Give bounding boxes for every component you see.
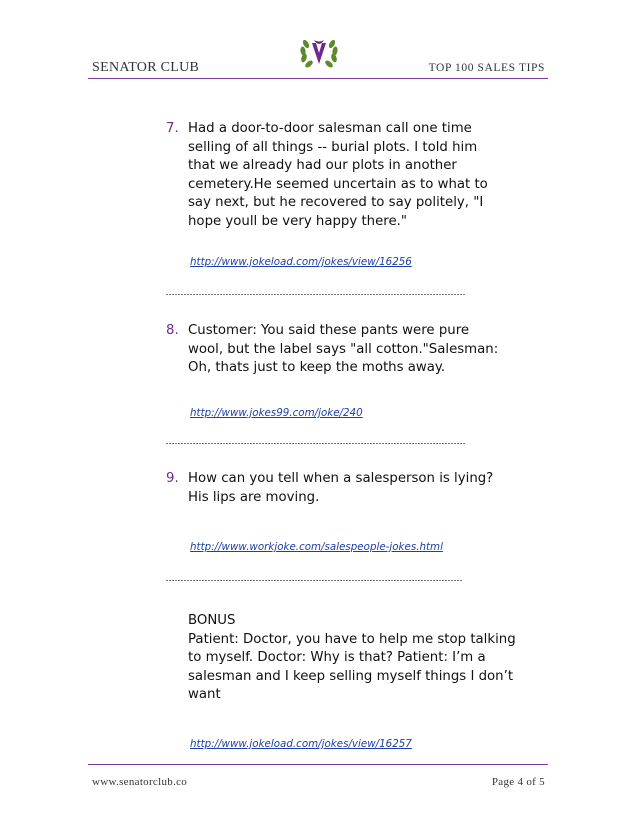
list-item-9	[166, 470, 506, 507]
header-divider	[88, 78, 548, 79]
bonus-section	[188, 612, 518, 705]
header-document-title: TOP 100 SALES TIPS	[428, 62, 545, 74]
dotted-separator	[166, 294, 466, 295]
item-text: How can you tell when a salesperson is lying?His lips are moving.	[188, 471, 494, 505]
source-link-8[interactable]: http://www.jokes99.com/joke/240	[190, 407, 363, 419]
item-number: 9.	[166, 471, 179, 486]
footer-website: www.senatorclub.co	[92, 776, 188, 788]
dotted-separator	[166, 580, 462, 581]
source-link-9[interactable]: http://www.workjoke.com/salespeople-jokes.html	[190, 541, 443, 553]
item-number: 7.	[166, 121, 179, 136]
list-item-7	[166, 120, 506, 231]
footer-divider	[88, 764, 548, 765]
bonus-text: Patient: Doctor, you have to help me stop talking to myself. Doctor: Why is that? Patient: I’m a salesman and I keep selling myself things I don’t want	[188, 631, 516, 702]
laurel-wreath-logo-icon	[298, 34, 340, 72]
source-link-bonus[interactable]: http://www.jokeload.com/jokes/view/16257	[190, 738, 412, 750]
item-text: Customer: You said these pants were pure wool, but the label says "all cotton."Salesman: Oh, thats just to keep the moths away.	[188, 323, 499, 375]
dotted-separator	[166, 443, 466, 444]
item-text: Had a door-to-door salesman call one time selling of all things -- burial plots. I told him that we already had our plots in another cemetery.He seemed uncertain as to what to say next, but he recovered to say politely, "I hope youll be very happy there."	[188, 121, 488, 229]
header-site-name: SENATOR CLUB	[92, 60, 200, 75]
footer-page-number: Page 4 of 5	[491, 776, 545, 788]
item-number: 8.	[166, 323, 179, 338]
source-link-7[interactable]: http://www.jokeload.com/jokes/view/16256	[190, 256, 412, 268]
bonus-title: BONUS	[188, 613, 236, 628]
list-item-8	[166, 322, 506, 378]
